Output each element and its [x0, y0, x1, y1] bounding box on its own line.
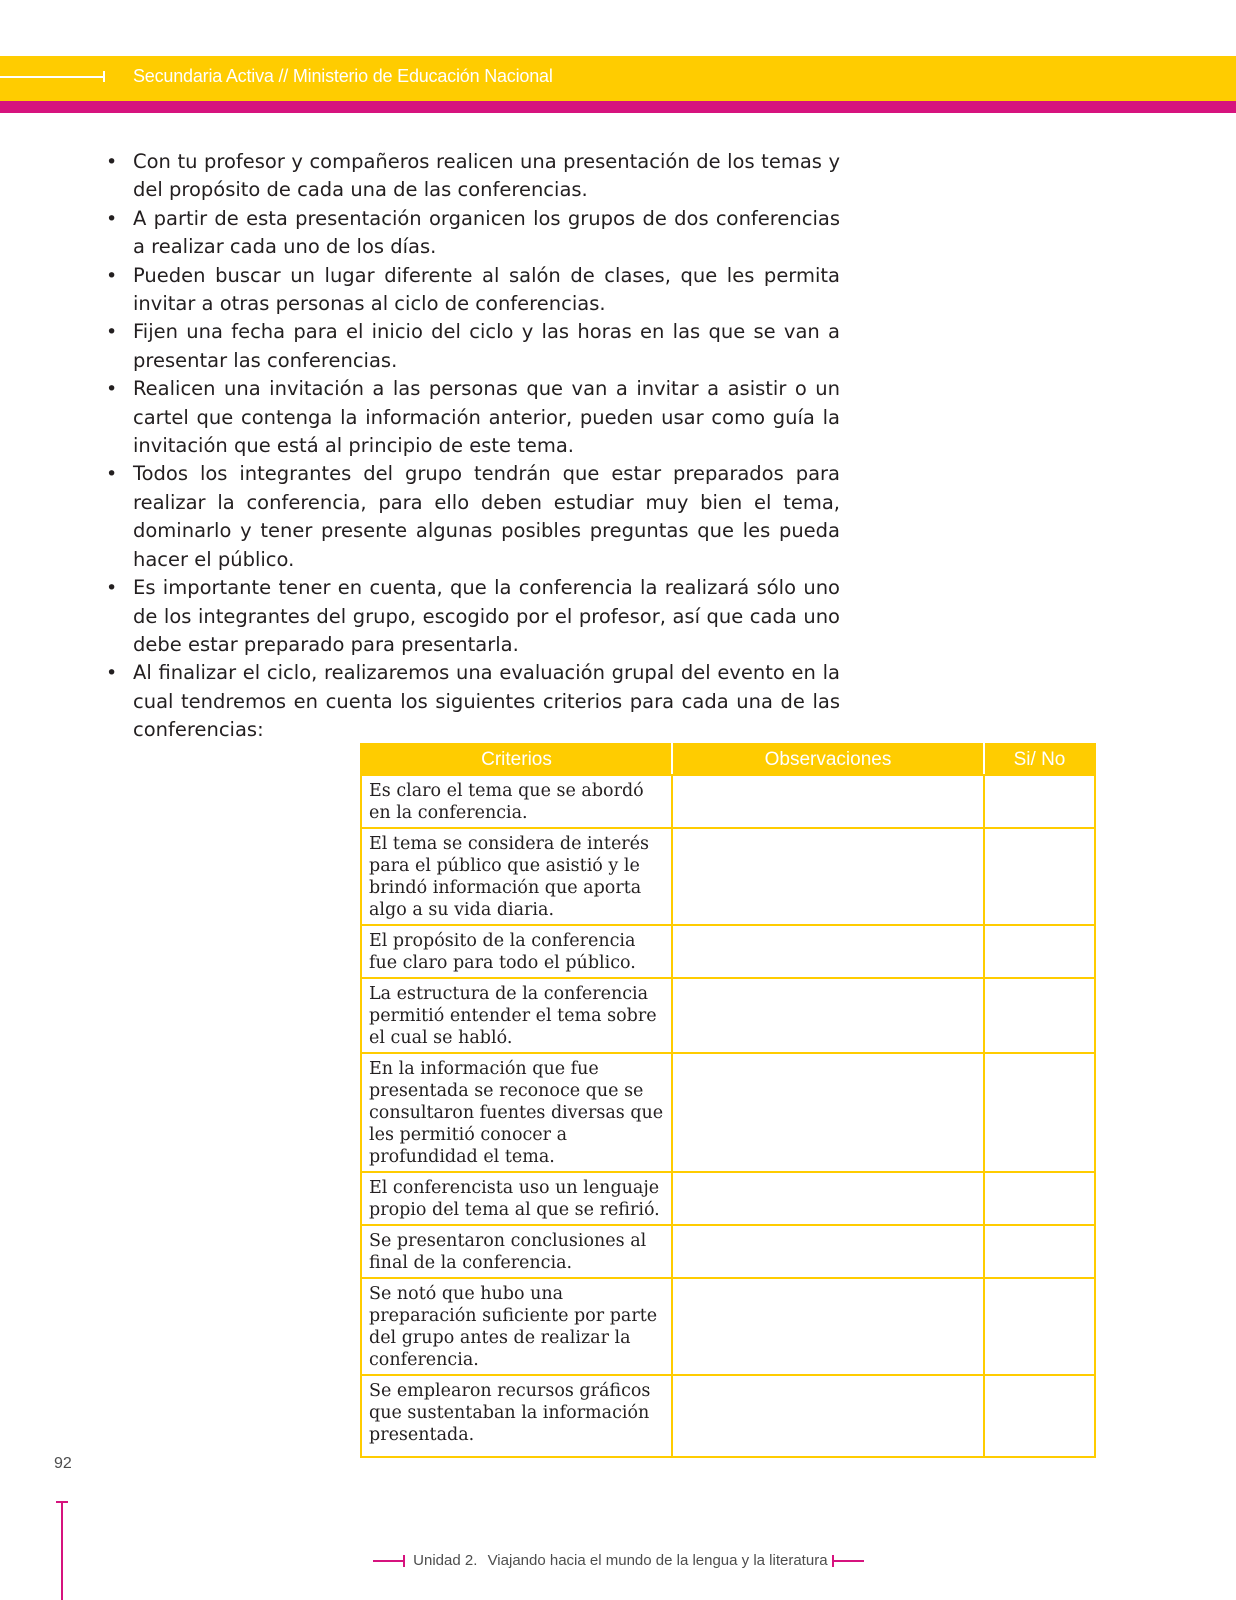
- list-item: [104, 574, 840, 659]
- observation-cell[interactable]: [672, 925, 984, 978]
- list-item: [104, 148, 840, 205]
- footer-unit-number: 2.: [464, 1552, 478, 1569]
- observation-cell[interactable]: [672, 978, 984, 1053]
- observation-cell[interactable]: [672, 1225, 984, 1278]
- observation-cell[interactable]: [672, 1172, 984, 1225]
- bullet-icon: •: [106, 662, 118, 685]
- list-item: [104, 318, 840, 375]
- list-item-text: Es importante tener en cuenta, que la conferencia la realizará sólo uno de los integrantes del grupo, escogido por el profesor, así que cada uno debe estar preparado para presentarla.: [133, 576, 840, 656]
- instruction-list: [104, 148, 840, 745]
- list-item: [104, 460, 840, 574]
- page-number: 92: [54, 1455, 72, 1472]
- list-item-text: Con tu profesor y compañeros realicen una presentación de los temas y del propósito de cada una de las conferencias.: [133, 150, 840, 202]
- bullet-icon: •: [106, 577, 118, 600]
- criterion-cell: Es claro el tema que se abordó en la conferencia.: [361, 775, 672, 828]
- list-item: [104, 262, 840, 319]
- list-item-text: Realicen una invitación a las personas que van a invitar a asistir o un cartel que contenga la información anterior, pueden usar como guía la invitación que está al principio de este tema.: [133, 377, 840, 458]
- observation-cell[interactable]: [672, 1278, 984, 1375]
- yes-no-cell[interactable]: [984, 1172, 1095, 1225]
- header-accent-stripe: [0, 101, 1236, 113]
- bullet-icon: •: [106, 321, 118, 344]
- list-item-text: Todos los integrantes del grupo tendrán que estar preparados para realizar la conferencia, para ello deben estudiar muy bien el tema, dominarlo y tener presente algunas posibles preguntas que les pueda hacer el público.: [133, 462, 840, 571]
- table-row: [361, 1053, 1095, 1172]
- yes-no-cell[interactable]: [984, 775, 1095, 828]
- list-item-text: Al finalizar el ciclo, realizaremos una evaluación grupal del evento en la cual tendremos en cuenta los siguientes criterios para cada una de las conferencias:: [133, 661, 840, 742]
- footer-rule-left: [373, 1560, 403, 1562]
- footer-rule-right: [834, 1560, 864, 1562]
- list-item-text: A partir de esta presentación organicen los grupos de dos conferencias a realizar cada uno de los días.: [133, 206, 840, 259]
- criterion-cell: En la información que fue presentada se reconoce que se consultaron fuentes diversas que les permitió conocer a profundidad el tema.: [361, 1053, 672, 1172]
- header-rule: [0, 76, 104, 78]
- observation-cell[interactable]: [672, 775, 984, 828]
- table-row: [361, 978, 1095, 1053]
- table-row: [361, 1375, 1095, 1457]
- footer-rule-left-tick: [403, 1555, 405, 1567]
- table-row: [361, 828, 1095, 925]
- footer: [373, 1552, 864, 1572]
- bullet-icon: •: [106, 264, 118, 287]
- yes-no-cell[interactable]: [984, 925, 1095, 978]
- table-header-row: [361, 744, 1095, 775]
- bullet-icon: •: [106, 378, 118, 401]
- list-item: [104, 205, 840, 262]
- footer-unit-title: Viajando hacia el mundo de la lengua y la literatura: [487, 1552, 828, 1569]
- list-item: [104, 375, 840, 460]
- criterion-cell: Se presentaron conclusiones al final de la conferencia.: [361, 1225, 672, 1278]
- yes-no-cell[interactable]: [984, 1053, 1095, 1172]
- observation-cell[interactable]: [672, 1053, 984, 1172]
- criterion-cell: El propósito de la conferencia fue claro para todo el público.: [361, 925, 672, 978]
- observation-cell[interactable]: [672, 828, 984, 925]
- criterion-cell: Se emplearon recursos gráficos que sustentaban la información presentada.: [361, 1375, 672, 1457]
- list-item-text: Pueden buscar un lugar diferente al salón de clases, que les permita invitar a otras personas al ciclo de conferencias.: [133, 263, 840, 316]
- list-item: [104, 659, 840, 744]
- yes-no-cell[interactable]: [984, 978, 1095, 1053]
- header-title: Secundaria Activa // Ministerio de Educación Nacional: [133, 66, 553, 86]
- table-row: [361, 1225, 1095, 1278]
- yes-no-cell[interactable]: [984, 1375, 1095, 1457]
- column-header-si-no: Si/ No: [984, 744, 1095, 775]
- table-row: [361, 775, 1095, 828]
- list-item-text: Fijen una fecha para el inicio del ciclo y las horas en las que se van a presentar las conferencias.: [133, 320, 840, 372]
- criterion-cell: Se notó que hubo una preparación suficiente por parte del grupo antes de realizar la conferencia.: [361, 1278, 672, 1375]
- yes-no-cell[interactable]: [984, 1278, 1095, 1375]
- criterion-cell: La estructura de la conferencia permitió entender el tema sobre el cual se habló.: [361, 978, 672, 1053]
- table-row: [361, 1172, 1095, 1225]
- evaluation-table: [360, 743, 1096, 1458]
- header-rule-tick: [103, 71, 105, 82]
- column-header-observaciones: Observaciones: [672, 744, 984, 775]
- criterion-cell: El tema se considera de interés para el público que asistió y le brindó información que aporta algo a su vida diaria.: [361, 828, 672, 925]
- bullet-icon: •: [106, 207, 118, 230]
- observation-cell[interactable]: [672, 1375, 984, 1457]
- bullet-icon: •: [106, 151, 118, 173]
- table-row: [361, 925, 1095, 978]
- margin-rule: [61, 1502, 63, 1600]
- yes-no-cell[interactable]: [984, 1225, 1095, 1278]
- bullet-icon: •: [106, 463, 118, 486]
- footer-unit-label: Unidad: [413, 1552, 461, 1569]
- criterion-cell: El conferencista uso un lenguaje propio del tema al que se refirió.: [361, 1172, 672, 1225]
- yes-no-cell[interactable]: [984, 828, 1095, 925]
- column-header-criterios: Criterios: [361, 744, 672, 775]
- table-row: [361, 1278, 1095, 1375]
